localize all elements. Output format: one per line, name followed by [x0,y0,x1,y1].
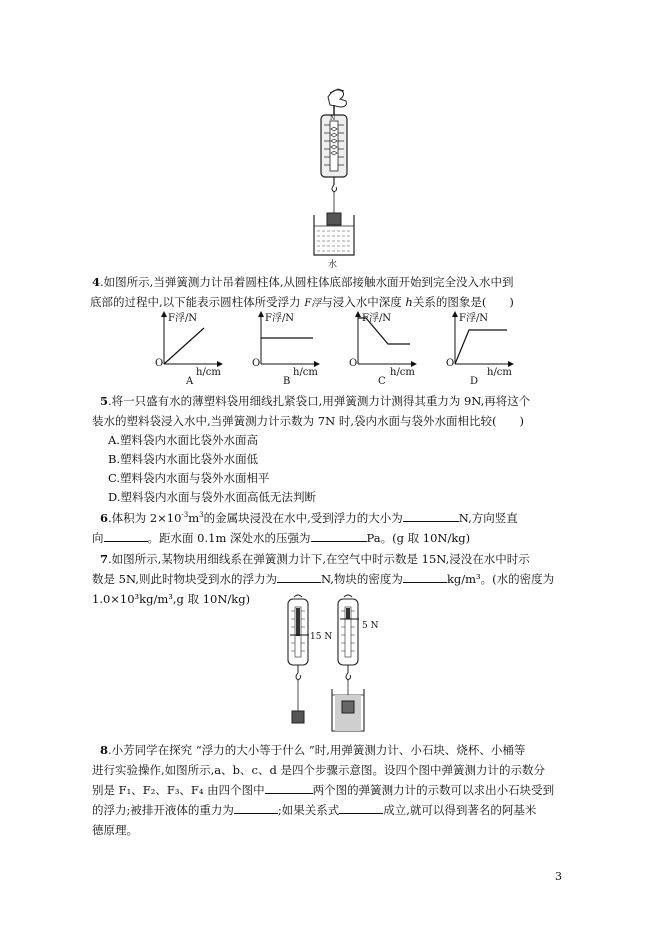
graph-d-ylabel: F浮/N [459,313,489,324]
q8-line4c: 成立,就可以得到著名的阿基米 [383,803,537,817]
svg-text:N: N [330,115,336,122]
q5-option-c: C.塑料袋内水面与袋外水面相平 [108,471,270,485]
q5-line1: .将一只盛有水的薄塑料袋用细线扎紧袋口,用弹簧测力计测得其重力为 9N,再将这个 [108,394,531,408]
q4-line2b: 与浸入水中深度 [321,295,402,309]
q7-label-left: 15 N [310,632,333,642]
q6-number: 6 [100,510,109,525]
q6-blank-buoyancy[interactable] [403,509,459,522]
q6-exp1: -3 [181,511,189,519]
q8-line4a: 的浮力;被排开液体的重力为 [92,803,234,817]
q8-number: 8 [100,743,109,757]
graph-b-ylabel: F浮/N [265,313,295,324]
question-6 [92,505,572,548]
q7-line3: 1.0×10³kg/m³,g 取 10N/kg) [92,592,251,606]
graph-b-label: B [283,376,291,387]
q4-number: 4 [92,275,101,289]
q6-line1b: m [188,510,200,525]
q4-line2c: 关系的图象是( ) [412,295,514,309]
q6-blank-direction[interactable] [104,529,148,542]
graph-d-curve [455,330,507,364]
q8-line3a: 别是 F₁、F₂、F₃、F₄ 由四个图中 [92,783,265,797]
graph-d-label: D [470,376,479,387]
q7-line2a: 数是 5N,则此时物块受到水的浮力为 [92,572,277,586]
q7-figure [282,593,382,735]
q5-option-b: B.塑料袋内水面比袋外水面低 [108,452,259,466]
graph-c-xlabel: h/cm [390,367,415,378]
graph-b-xlabel: h/cm [293,367,318,378]
q8-blank-weight[interactable] [234,801,278,814]
graph-c-label: C [378,376,386,387]
q5-number: 5 [100,394,109,408]
q6-line2b: 。距水面 0.1m 深处水的压强为 [147,530,311,545]
water-label: 水 [328,260,338,270]
graph-a-curve [164,328,204,364]
q6-line2c: Pa。(g 取 10N/kg) [366,530,471,545]
question-8 [92,740,572,840]
q7-number: 7 [100,552,109,566]
q8-line4b: ;如果关系式 [277,803,340,817]
q6-exp2: 3 [199,511,204,519]
question-5 [92,391,572,431]
graph-a-xlabel: h/cm [196,367,221,378]
q6-line1a: .体积为 2×10 [108,510,182,525]
q7-blank-buoyancy[interactable] [277,570,321,583]
q7-line1: .如图所示,某物块用细线系在弹簧测力计下,在空气中时示数是 15N,浸没在水中时示 [108,552,530,566]
q6-line1c: 的金属块浸没在水中,受到浮力的大小为 [203,510,403,525]
q8-line1: .小芳同学在探究 “浮力的大小等于什么 ”时,用弹簧测力计、小石块、烧杯、小桶等 [108,743,526,757]
q4-symbol-f: F浮 [304,298,322,309]
graph-d-origin: O [446,358,455,369]
q8-blank-relation[interactable] [339,801,383,814]
q5-option-a: A.塑料袋内水面比袋外水面高 [108,433,258,447]
graph-c-origin: O [349,358,358,369]
graph-c-ylabel: F浮/N [362,313,392,324]
q8-blank-figures[interactable] [265,781,313,794]
top-figure-spring-scale [290,85,380,270]
q8-line5: 德原理。 [92,823,138,837]
q5-option-d: D.塑料袋内水面与袋外水面高低无法判断 [108,490,316,504]
graph-b-origin: O [252,358,261,369]
q5-line2: 装水的塑料袋浸入水中,当弹簧测力计示数为 7N 时,袋内水面与袋外水面相比较( ) [92,414,524,428]
graph-a-ylabel: F浮/N [168,313,198,324]
q4-line1: .如图所示,当弹簧测力计吊着圆柱体,从圆柱体底部接触水面开始到完全没入水中到 [100,275,514,289]
q6-blank-pressure[interactable] [311,529,367,542]
page-number: 3 [555,870,562,883]
graph-d-xlabel: h/cm [487,367,512,378]
graph-a-origin: O [155,358,164,369]
graph-a-label: A [186,376,194,387]
q7-blank-density[interactable] [403,570,447,583]
q6-line2a: 向 [92,530,104,545]
q6-line1d: N,方向竖直 [458,510,518,525]
q8-line3b: 两个图的弹簧测力计的示数可以求出小石块受到 [312,783,555,797]
q8-line2: 进行实验操作,如图所示,a、b、c、d 是四个步骤示意图。设四个图中弹簧测力计的示数分 [92,763,545,777]
q4-symbol-h: h [405,295,413,309]
q4-line2a: 底部的过程中,以下能表示圆柱体所受浮力 [90,295,301,309]
q7-line2b: N,物块的密度为 [320,572,403,586]
q7-line2c: kg/m³。(水的密度为 [446,572,555,586]
q7-label-right: 5 N [362,621,379,631]
